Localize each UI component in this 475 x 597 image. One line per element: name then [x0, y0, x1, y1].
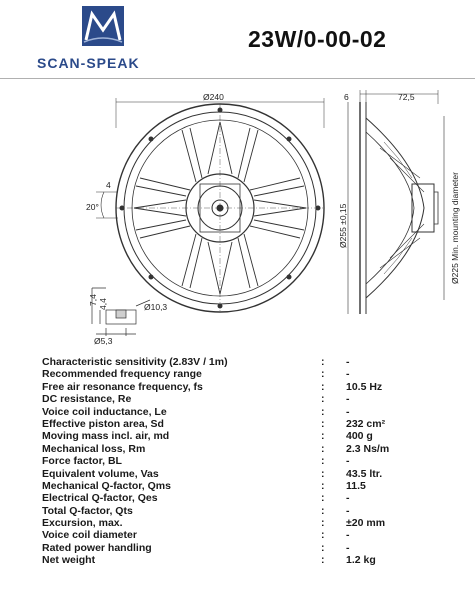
header-divider: [0, 78, 475, 79]
spec-label: Electrical Q-factor, Qes: [42, 492, 158, 505]
spec-row: [42, 430, 462, 442]
front-view: [116, 98, 324, 312]
spec-row: [42, 455, 462, 467]
spec-label: Voice coil diameter: [42, 529, 137, 542]
spec-row: [42, 443, 462, 455]
spec-separator: :: [321, 455, 325, 468]
spec-separator: :: [321, 541, 325, 554]
dimension-diameter-5-3: Ø5,3: [94, 336, 113, 346]
dimension-diameter-225-mounting: Ø225 Min. mounting diameter: [450, 172, 460, 284]
dimension-diameter-255: Ø255 ±0,15: [338, 203, 348, 248]
spec-value: 400 g: [346, 430, 373, 443]
brand-name: SCAN-SPEAK: [37, 55, 140, 71]
model-number: 23W/0-00-02: [248, 26, 387, 52]
spec-row: [42, 480, 462, 492]
spec-value: -: [346, 368, 350, 381]
spec-label: Total Q-factor, Qts: [42, 504, 133, 517]
spec-label: Effective piston area, Sd: [42, 417, 164, 430]
spec-value: ±20 mm: [346, 517, 386, 530]
dimension-diameter-240: Ø240: [203, 92, 224, 102]
dimension-4: 4: [106, 180, 111, 190]
spec-separator: :: [321, 417, 325, 430]
spec-label: Characteristic sensitivity (2.83V / 1m): [42, 356, 228, 368]
spec-row: [42, 406, 462, 418]
spec-separator: :: [321, 467, 325, 480]
spec-label: Excursion, max.: [42, 517, 123, 530]
spec-label: Recommended frequency range: [42, 368, 202, 381]
technical-drawing: [0, 88, 475, 350]
dimension-angle-20: 20°: [86, 202, 99, 212]
spec-label: Mechanical Q-factor, Qms: [42, 479, 171, 492]
spec-row: [42, 542, 462, 554]
spec-row: [42, 393, 462, 405]
spec-separator: :: [321, 393, 325, 406]
spec-label: Equivalent volume, Vas: [42, 467, 159, 480]
spec-label: Voice coil inductance, Le: [42, 405, 167, 418]
spec-separator: :: [321, 356, 325, 368]
spec-separator: :: [321, 368, 325, 381]
dimension-72-5: 72,5: [398, 92, 415, 102]
spec-separator: :: [321, 479, 325, 492]
spec-row: [42, 368, 462, 380]
spec-value: 10.5 Hz: [346, 380, 383, 393]
spec-separator: :: [321, 529, 325, 542]
spec-value: -: [346, 504, 350, 517]
header: [0, 0, 475, 80]
spec-label: Net weight: [42, 554, 96, 567]
spec-value: 232 cm²: [346, 417, 386, 430]
spec-row: [42, 517, 462, 529]
spec-label: Rated power handling: [42, 541, 152, 554]
spec-value: 43.5 ltr.: [346, 467, 383, 480]
spec-value: -: [346, 356, 350, 368]
mounting-hole-detail: [92, 288, 150, 336]
spec-row: [42, 492, 462, 504]
spec-separator: :: [321, 380, 325, 393]
spec-value: 1.2 kg: [346, 554, 376, 567]
dimension-7-4: 7,4: [88, 294, 98, 306]
dimension-4-4: 4,4: [98, 298, 108, 310]
spec-value: -: [346, 529, 350, 542]
spec-row: [42, 529, 462, 541]
spec-separator: :: [321, 492, 325, 505]
spec-row: [42, 505, 462, 517]
dimension-6: 6: [344, 92, 349, 102]
spec-separator: :: [321, 517, 325, 530]
spec-separator: :: [321, 405, 325, 418]
spec-value: -: [346, 492, 350, 505]
spec-value: -: [346, 405, 350, 418]
spec-row: [42, 418, 462, 430]
specification-list: [42, 356, 462, 567]
spec-separator: :: [321, 430, 325, 443]
spec-row: [42, 356, 462, 368]
angle-detail: [96, 192, 118, 218]
spec-value: 2.3 Ns/m: [346, 442, 390, 455]
spec-value: -: [346, 393, 350, 406]
spec-label: Free air resonance frequency, fs: [42, 380, 203, 393]
spec-label: Moving mass incl. air, md: [42, 430, 170, 443]
spec-label: Mechanical loss, Rm: [42, 442, 146, 455]
spec-separator: :: [321, 442, 325, 455]
spec-row: [42, 554, 462, 566]
spec-label: Force factor, BL: [42, 455, 122, 468]
dimension-diameter-10-3: Ø10,3: [144, 302, 168, 312]
spec-row: [42, 468, 462, 480]
side-view: [348, 90, 444, 314]
spec-value: 11.5: [346, 479, 366, 492]
spec-label: DC resistance, Re: [42, 393, 132, 406]
spec-value: -: [346, 541, 350, 554]
spec-separator: :: [321, 504, 325, 517]
spec-row: [42, 381, 462, 393]
spec-separator: :: [321, 554, 325, 567]
spec-value: -: [346, 455, 350, 468]
scan-speak-logo-icon: [82, 6, 124, 46]
